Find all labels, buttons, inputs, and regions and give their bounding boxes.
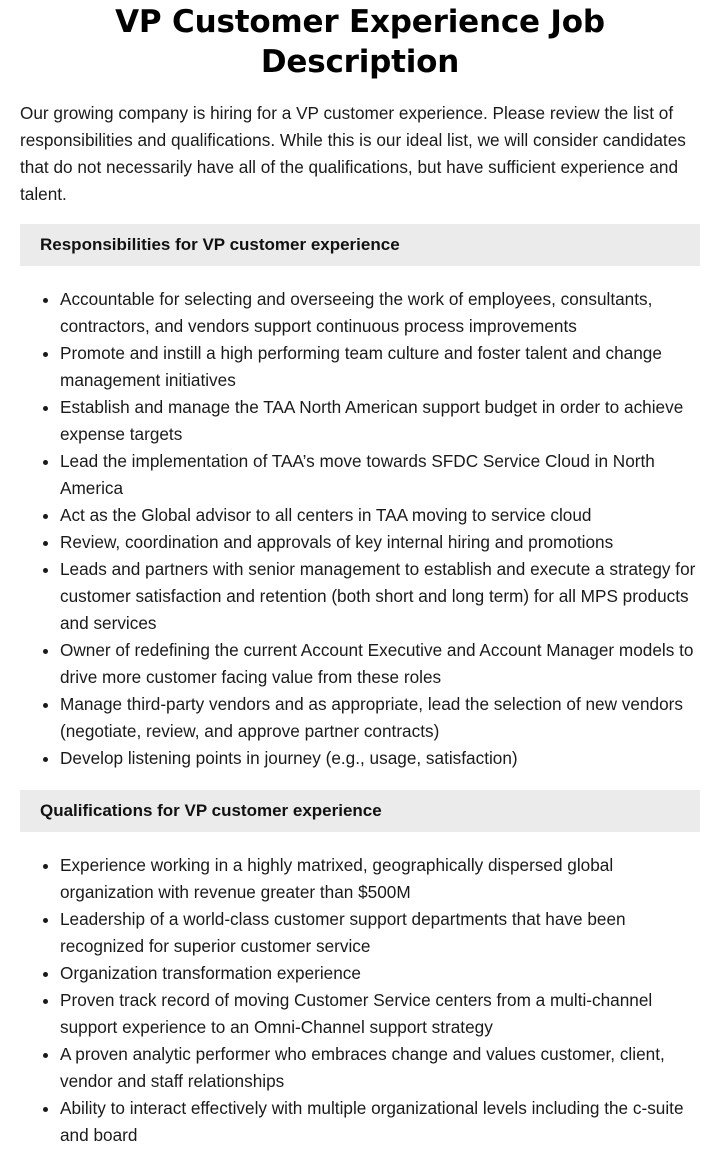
list-item: • Proven track record of moving Customer Service centers from a multi-channel support experience to an Omni-Channel support strategy	[60, 987, 700, 1041]
page-title: VP Customer Experience Job Description	[115, 4, 605, 80]
list-item: • Organization transformation experience	[60, 960, 700, 987]
list-item: • Manage third-party vendors and as appropriate, lead the selection of new vendors (negotiate, review, and approve partner contracts)	[60, 691, 700, 745]
list-item: • Lead the implementation of TAA’s move towards SFDC Service Cloud in North America	[60, 448, 700, 502]
list-item: • Establish and manage the TAA North American support budget in order to achieve expense targets	[60, 394, 700, 448]
list-item: • Ability to interact effectively with multiple organizational levels including the c-suite and board	[60, 1095, 700, 1149]
list-item: • A proven analytic performer who embraces change and values customer, client, vendor and staff relationships	[60, 1041, 700, 1095]
qualifications-heading: Qualifications for VP customer experience	[20, 790, 700, 832]
responsibilities-heading: Responsibilities for VP customer experience	[20, 224, 700, 266]
list-item: • Act as the Global advisor to all centers in TAA moving to service cloud	[60, 502, 700, 529]
list-item: • Review, coordination and approvals of key internal hiring and promotions	[60, 529, 700, 556]
list-item: • Experience working in a highly matrixed, geographically dispersed global organization with revenue greater than $500M	[60, 852, 700, 906]
list-item: • Promote and instill a high performing team culture and foster talent and change management initiatives	[60, 340, 700, 394]
qualifications-list	[20, 852, 700, 1149]
responsibilities-section	[20, 224, 700, 772]
list-item: • Develop listening points in journey (e.g., usage, satisfaction)	[60, 745, 700, 772]
responsibilities-list	[20, 286, 700, 772]
list-item: • Owner of redefining the current Account Executive and Account Manager models to drive more customer facing value from these roles	[60, 637, 700, 691]
list-item: • Leadership of a world-class customer support departments that have been recognized for superior customer service	[60, 906, 700, 960]
list-item: • Accountable for selecting and overseeing the work of employees, consultants, contractors, and vendors support continuous process improvements	[60, 286, 700, 340]
qualifications-section	[20, 790, 700, 1149]
list-item: • Leads and partners with senior management to establish and execute a strategy for customer satisfaction and retention (both short and long term) for all MPS products and services	[60, 556, 700, 637]
intro-paragraph: Our growing company is hiring for a VP customer experience. Please review the list of responsibilities and qualifications. While this is our ideal list, we will consider candidates that do not necessarily have all of the qualifications, but have sufficient experience and talent.	[20, 103, 686, 204]
